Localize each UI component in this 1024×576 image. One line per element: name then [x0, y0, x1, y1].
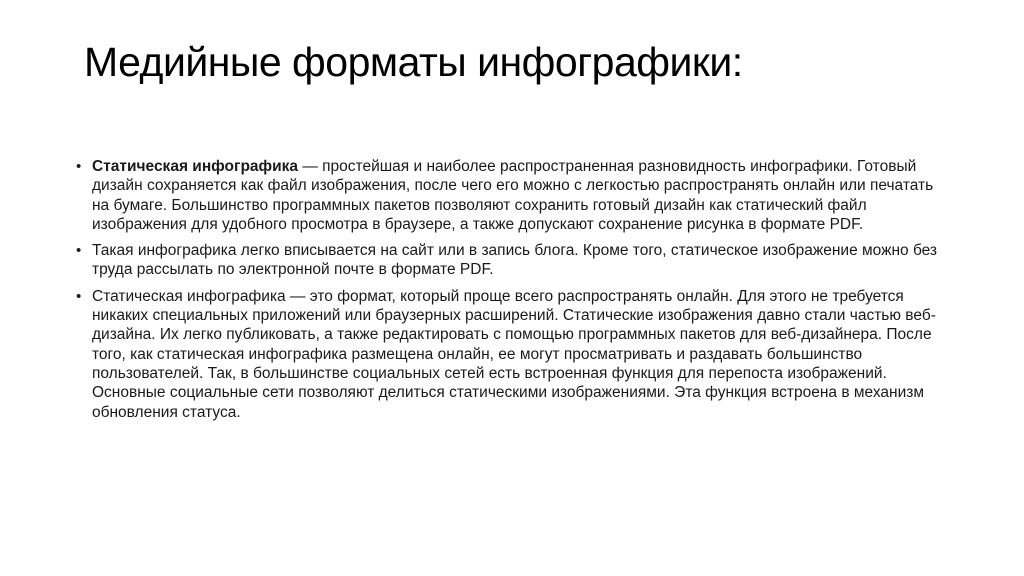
bullet-item-static-infographic	[76, 157, 946, 234]
bullet-dot-icon: •	[76, 158, 82, 175]
bullet-term: Статическая инфографика	[92, 158, 299, 175]
bullet-dot-icon: •	[76, 242, 82, 260]
bullet-item-embedding	[76, 241, 946, 280]
slide-title: Медийные форматы инфографики:	[84, 39, 743, 85]
bullet-item-distribution	[76, 287, 946, 422]
bullet-text: — простейшая и наиболее распространенная разновидность инфографики. Готовый дизайн сохраняется как файл изображения, после чего его можно с легкостью распространять онлайн или печатать на бумаге. Большинство программных пакетов позволяют сохранить готовый дизайн как статический файл изображения для удобного просмотра в браузере, а также допускают сохранение рисунка в формате PDF.	[92, 158, 934, 233]
bullet-list	[76, 157, 946, 429]
bullet-text: Статическая инфографика — это формат, который проще всего распространять онлайн. Для этого не требуется никаких специальных приложений или браузерных расширений. Статические изображения давно стали частью веб-дизайна. Их легко публиковать, а также редактировать с помощью программных пакетов для веб-дизайнера. После того, как статическая инфографика размещена онлайн, ее могут просматривать и раздавать большинство пользователей. Так, в большинстве социальных сетей есть встроенная функция для перепоста изображений. Основные социальные сети позволяют делиться статическими изображениями. Эта функция встроена в механизм обновления статуса.	[92, 287, 936, 421]
bullet-text: Такая инфографика легко вписывается на сайт или в запись блога. Кроме того, статическое изображение можно без труда рассылать по электронной почте в формате PDF.	[92, 242, 938, 279]
bullet-dot-icon: •	[76, 287, 82, 305]
